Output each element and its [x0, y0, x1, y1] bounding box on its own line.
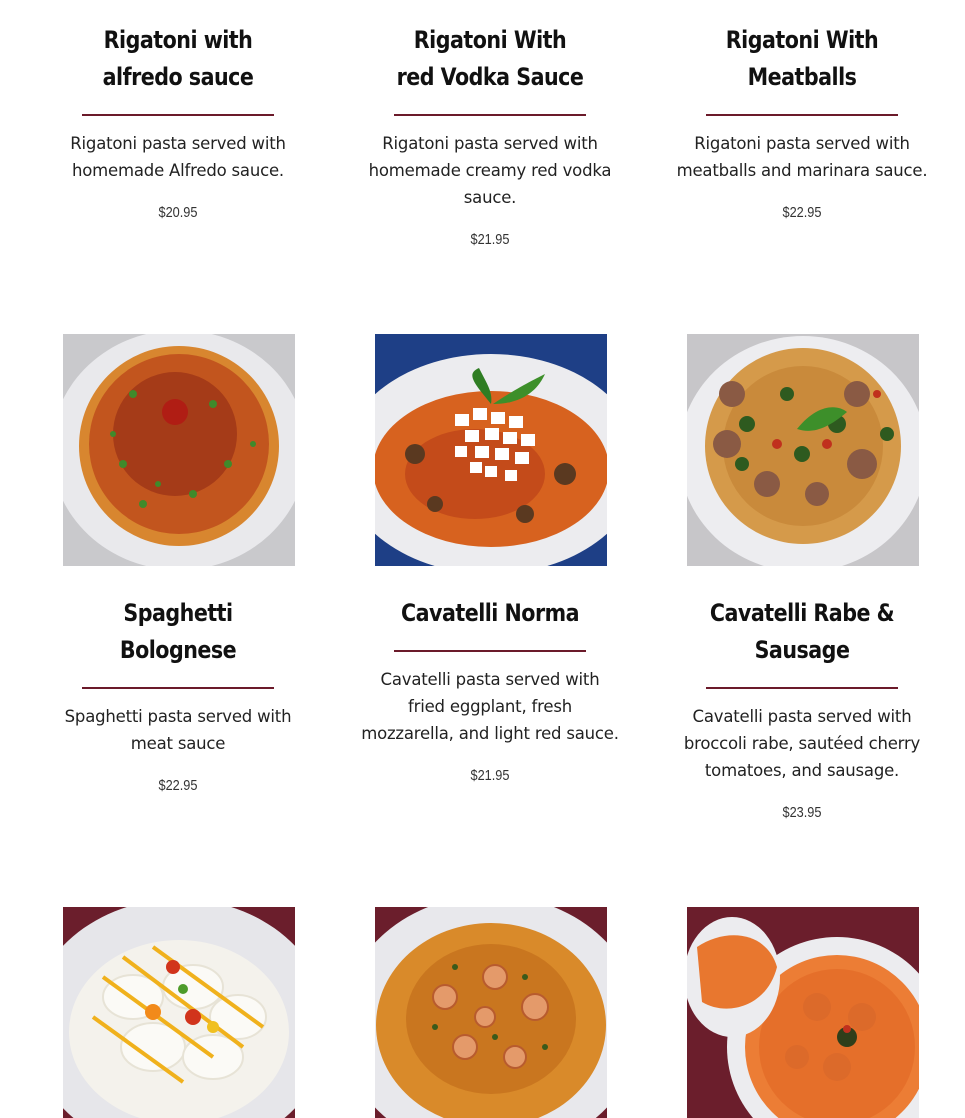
title-divider — [82, 114, 274, 116]
menu-item-title: Rigatoni With Meatballs — [725, 26, 879, 91]
menu-item-title: Cavatelli Rabe & Sausage — [709, 599, 895, 664]
menu-item-price: $21.95 — [470, 767, 510, 784]
shrimp-pasta-photo — [375, 907, 607, 1118]
menu-item-description: Cavatelli pasta served with fried eggplant, fresh mozzarella, and light red sauce. — [361, 670, 619, 743]
menu-item-price: $22.95 — [782, 204, 822, 221]
title-divider — [706, 687, 898, 689]
title-divider — [706, 114, 898, 116]
menu-item-price: $23.95 — [782, 804, 822, 821]
menu-item-cavatelli-norma — [350, 595, 630, 784]
menu-item-description: Rigatoni pasta served with homemade creamy red vodka sauce. — [368, 134, 612, 207]
menu-item-cavatelli-rabe-sausage — [662, 595, 942, 821]
cavatelli-norma-photo — [375, 334, 607, 566]
spaghetti-bolognese-photo — [63, 334, 295, 566]
menu-item-title: Spaghetti Bolognese — [119, 599, 237, 664]
menu-item-price: $22.95 — [158, 777, 198, 794]
ravioli-cream-photo — [63, 907, 295, 1118]
menu-item-description: Rigatoni pasta served with meatballs and marinara sauce. — [676, 134, 928, 180]
menu-item-rigatoni-alfredo — [38, 22, 318, 221]
menu-item-title: Rigatoni with alfredo sauce — [102, 26, 254, 91]
cavatelli-rabe-sausage-photo — [687, 334, 919, 566]
menu-item-title: Rigatoni With red Vodka Sauce — [396, 26, 584, 91]
menu-item-price: $21.95 — [470, 231, 510, 248]
title-divider — [394, 114, 586, 116]
menu-item-rigatoni-vodka — [350, 22, 630, 248]
title-divider — [82, 687, 274, 689]
menu-item-description: Cavatelli pasta served with broccoli rabe, sautéed cherry tomatoes, and sausage. — [683, 707, 921, 780]
menu-item-description: Spaghetti pasta served with meat sauce — [64, 707, 292, 753]
ravioli-vodka-photo — [687, 907, 919, 1118]
menu-item-title: Cavatelli Norma — [400, 599, 580, 627]
title-divider — [394, 650, 586, 652]
menu-item-spaghetti-bolognese — [38, 595, 318, 794]
menu-item-price: $20.95 — [158, 204, 198, 221]
menu-item-description: Rigatoni pasta served with homemade Alfredo sauce. — [70, 134, 286, 180]
menu-item-rigatoni-meatballs — [662, 22, 942, 221]
